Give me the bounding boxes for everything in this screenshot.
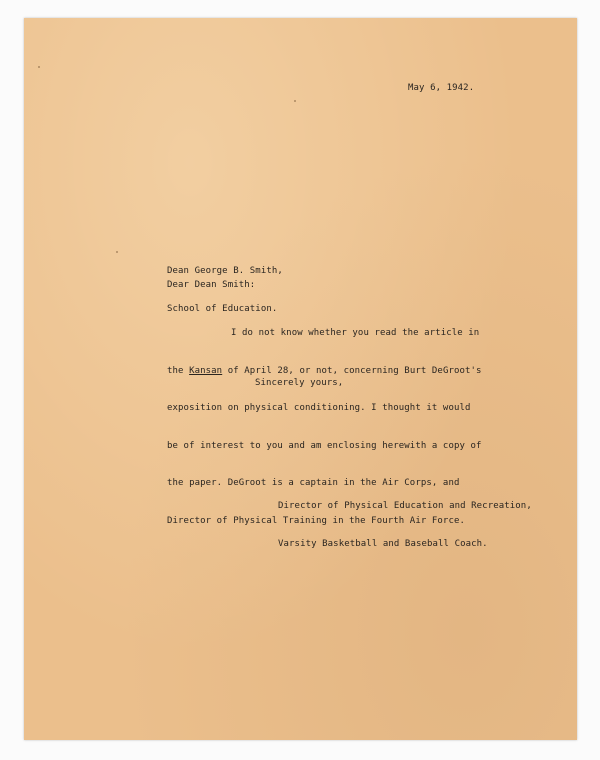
letter-date: May 6, 1942.	[408, 83, 475, 93]
paper-speck	[294, 100, 296, 102]
body-text: the	[167, 365, 190, 376]
signature-block	[278, 475, 532, 575]
recipient-name: Dean George B. Smith,	[167, 266, 283, 276]
body-line: I do not know whether you read the article in	[231, 328, 480, 338]
body-text: of April 28, or not, concerning Burt DeGroot's	[222, 365, 482, 376]
newspaper-name: Kansan	[189, 365, 223, 376]
closing: Sincerely yours,	[255, 378, 344, 388]
body-line: exposition on physical conditioning. I thought it would	[167, 403, 471, 413]
letter-page	[24, 18, 577, 740]
paper-speck	[116, 251, 118, 253]
body-line	[167, 365, 482, 378]
recipient-department: School of Education.	[167, 303, 278, 314]
signature-title-2: Varsity Basketball and Baseball Coach.	[278, 538, 488, 549]
body-line: the paper. DeGroot is a captain in the Air Corps, and	[167, 478, 460, 488]
salutation: Dear Dean Smith:	[167, 280, 256, 290]
signature-title-1: Director of Physical Education and Recreation,	[278, 501, 532, 511]
body-line: be of interest to you and am enclosing herewith a copy of	[167, 440, 482, 451]
paper-speck	[38, 66, 40, 68]
body-line: Director of Physical Training in the Fourth Air Force.	[167, 515, 465, 526]
